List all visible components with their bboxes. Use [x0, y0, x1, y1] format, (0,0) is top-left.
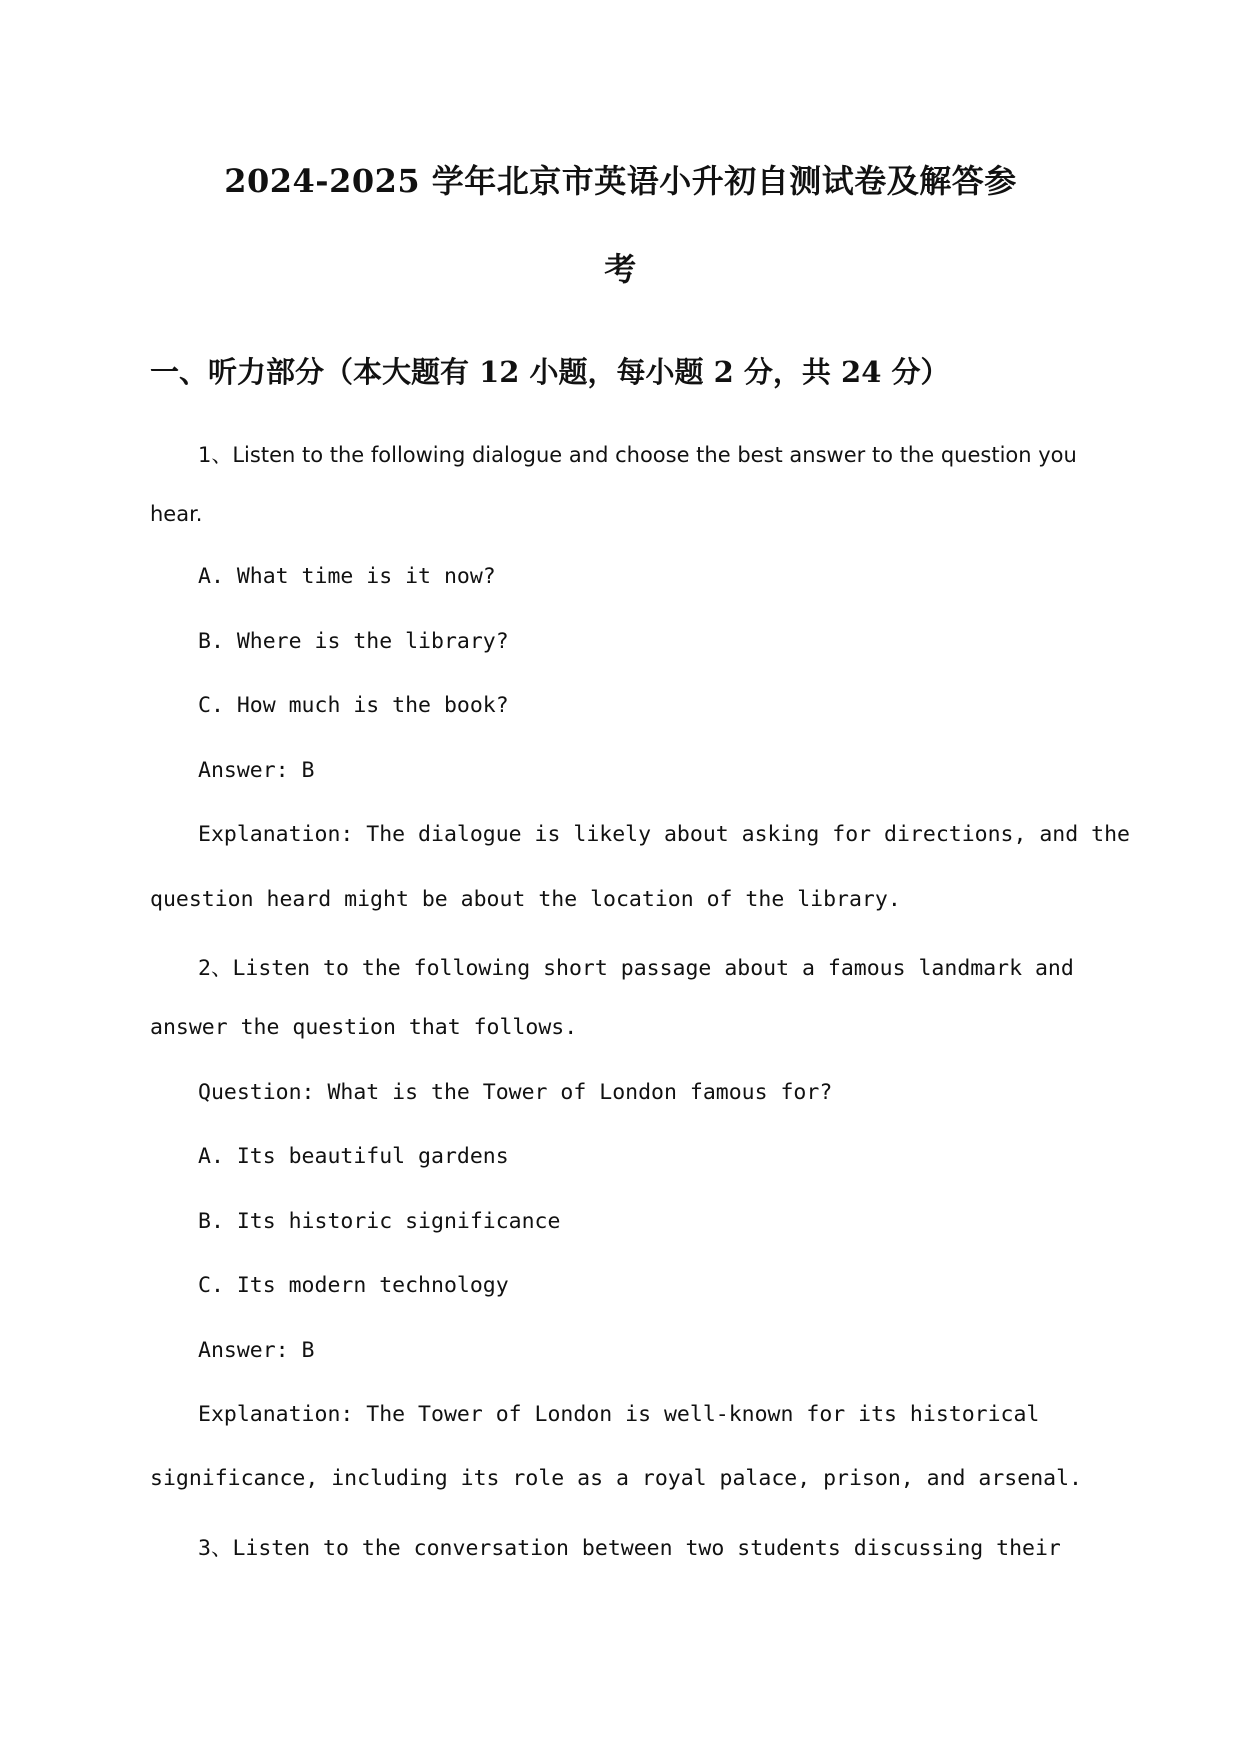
q3-text-line1: 3、Listen to the conversation between two students discussing their	[198, 1536, 1061, 1561]
q2-question: Question: What is the Tower of London famous for?	[198, 1080, 833, 1105]
q2-option-b: B. Its historic significance	[198, 1209, 561, 1234]
q1-option-a: A. What time is it now?	[198, 564, 496, 589]
q1-explanation-line2: question heard might be about the location of the library.	[150, 887, 901, 912]
document-title-line1: 2024-2025 学年北京市英语小升初自测试卷及解答参	[224, 162, 1017, 200]
q2-answer: Answer: B	[198, 1338, 315, 1363]
document-title-line2: 考	[604, 250, 637, 288]
q1-answer: Answer: B	[198, 758, 315, 783]
q2-explanation-line1: Explanation: The Tower of London is well-known for its historical	[198, 1402, 1040, 1427]
q2-option-a: A. Its beautiful gardens	[198, 1144, 509, 1169]
q1-option-c: C. How much is the book?	[198, 693, 509, 718]
section-heading-listening: 一、听力部分（本大题有 12 小题，每小题 2 分，共 24 分）	[150, 355, 950, 389]
q2-text-line1: 2、Listen to the following short passage about a famous landmark and	[198, 956, 1074, 981]
q1-text-line1: 1、Listen to the following dialogue and choose the best answer to the question you	[198, 443, 1077, 467]
q2-option-c: C. Its modern technology	[198, 1273, 509, 1298]
q1-option-b: B. Where is the library?	[198, 629, 509, 654]
q2-text-line2: answer the question that follows.	[150, 1015, 578, 1040]
q1-explanation-line1: Explanation: The dialogue is likely about asking for directions, and the	[198, 822, 1130, 847]
q2-explanation-line2: significance, including its role as a royal palace, prison, and arsenal.	[150, 1466, 1082, 1491]
q1-text-line2: hear.	[150, 502, 203, 526]
